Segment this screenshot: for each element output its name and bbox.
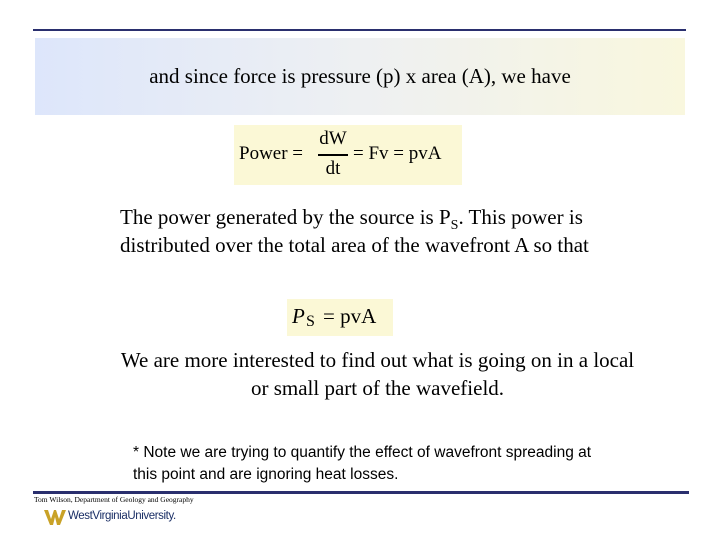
paragraph-part1: The power generated by the source is P [120,205,451,229]
note-text: * Note we are trying to quantify the effect of wavefront spreading at this point and are ignoring heat losses. [133,444,592,483]
paragraph-part2: . This power is distributed over the total area of the wavefront A so that [120,205,589,257]
equation2-rhs: = pvA [323,304,377,328]
banner-text: and since force is pressure (p) x area (A), we have [149,64,571,88]
paragraph-subscript: S [450,218,459,233]
bottom-rule [33,491,689,494]
equation-rhs: = Fv = pvA [353,143,442,164]
equation-lhs: Power = [239,143,304,164]
author-credit: Tom Wilson, Department of Geology and Geography [34,495,194,504]
fraction-denominator: dt [325,158,341,179]
title-banner [35,38,685,115]
equation2-subscript: S [306,313,315,330]
power-paragraph [120,203,590,259]
equation2-symbol: P [292,304,305,328]
fraction-numerator: dW [319,128,347,149]
top-rule [33,29,686,31]
interest-text: We are more interested to find out what is going on in a local or small part of the wavefield. [120,348,635,400]
source-power-equation [287,299,393,336]
wvu-flying-wv-icon [44,508,66,526]
fraction-bar [318,154,348,156]
power-equation [234,125,462,185]
wvu-logo [44,508,179,528]
logo-text: WestVirginiaUniversity. [68,510,176,522]
